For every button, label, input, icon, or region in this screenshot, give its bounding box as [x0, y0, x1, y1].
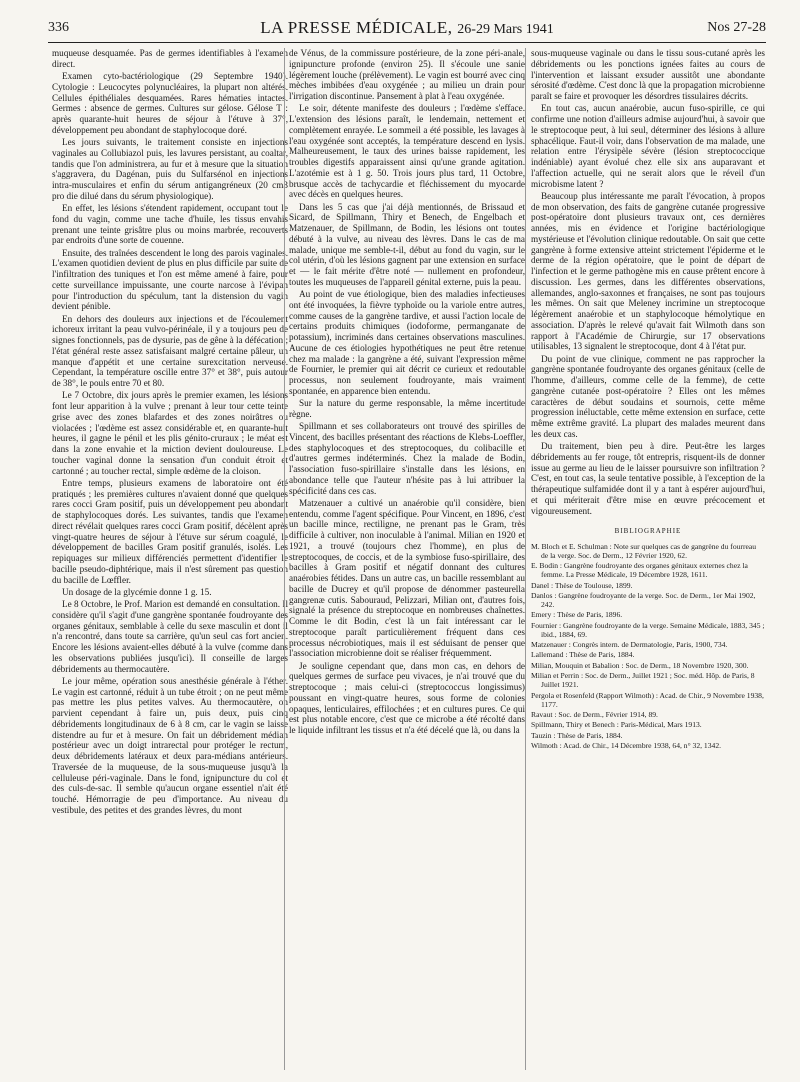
bibliography-entry: Spillmann, Thiry et Benech : Paris-Médical, Mars 1913. [531, 720, 702, 730]
bibliography-entry: Danel : Thèse de Toulouse, 1899. [531, 580, 633, 590]
bibliography-entry: Pergola et Rosenfeld (Rapport Wilmoth) : Acad. de Chir., 9 Novembre 1938, 1177. [531, 690, 764, 709]
paragraph: Je souligne cependant que, dans mon cas, en dehors de quelques germes de surface peu vivaces, je n'ai trouvé que du streptocoque ; mais celui-ci (streptococcus longissimus) poussant en vingt-quatre heures, sous forme de colonies opaques, lenticulaires, effilochées ; et en cultures pures. Ce qui est plus notable encore, c'est que ce microbe a été récolté dans le liquide infiltrant les tissus et n'a été décelé que là, ou dans la [289, 660, 525, 735]
paragraph: Sur la nature du germe responsable, la même incertitude règne. [289, 398, 525, 419]
page-header [48, 14, 766, 44]
paragraph: Le 7 Octobre, dix jours après le premier examen, les lésions font leur apparition à la vulve ; prenant à leur tour cette teinte grise avec des zones blafardes et des zones noirâtres ou violacées ; l'œdème est assez considérable et, en quarante-huit heures, il gagne le pénil et les plis génito-cruraux ; le méat est dans la zone envahie et la miction devient douloureuse. Le toucher vaginal donne la sensation d'un conduit étroit et cartonné ; au toucher rectal, simple œdème de la cloison. [52, 390, 288, 476]
bibliography-entry: Milian et Perrin : Soc. de Derm., Juillet 1921 ; Soc. méd. Hôp. de Paris, 8 Juillet 1921. [531, 671, 755, 690]
paragraph: de Vénus, de la commissure postérieure, de la zone péri-anale, ignipuncture profonde (environ 25). Il s'écoule une sanie légèrement louche (prélèvement). Le vagin est bourré avec cinq mèches imbibées d'eau oxygénée ; au milieu un drain pour l'irrigation discontinue. Pansement à plat à l'eau oxygénée. [289, 48, 525, 101]
column-3 [531, 48, 765, 1076]
page-number: 336 [48, 20, 69, 35]
paragraph: En effet, les lésions s'étendent rapidement, occupant tout le fond du vagin, comme une tache d'huile, les tissus envahis prenant une teinte grisâtre plus ou moins marbrée, recouverts par endroits d'une sorte de couenne. [52, 203, 288, 246]
bibliography-entry: Danlos : Gangrène foudroyante de la verge. Soc. de Derm., 1er Mai 1902, 242. [531, 591, 756, 609]
paragraph: Du point de vue clinique, comment ne pas rapprocher la gangrène spontanée foudroyante des organes génitaux (celle de l'homme, d'ailleurs, comme celle de la femme), de cette gangrène cutanée post-opératoire ? Elles ont les mêmes caractères de début soudains et sournois, cette même progression inéluctable, cette même extension en surface, cette même extrême gravité. La plupart des malades meurent dans les deux cas. [531, 353, 765, 439]
bibliography-entry: M. Bloch et E. Schulman : Note sur quelques cas de gangrène du fourreau de la verge. Soc. de Derm., 12 Février 1920, 62. [531, 542, 757, 560]
paragraph: Dans les 5 cas que j'ai déjà mentionnés, de Brissaud et Sicard, de Spillmann, Thiry et Benech, de Engelbach et Matzenauer, de Spillmann, de Bodin, les lésions ont toutes débuté à la vulve, au niveau des lèvres. Dans le cas de ma malade, unique me semble-t-il, début au fond du vagin, sur le col utérin, d'où les lésions gagnent par une extension en surface et — le fait mérite d'être noté — nullement en profondeur, toutes les muqueuses de l'appareil génital externe, puis la peau. [289, 201, 525, 287]
paragraph: Le 8 Octobre, le Prof. Marion est demandé en consultation. Il considère qu'il s'agit d'une gangrène spontanée foudroyante des organes génitaux, semblable à celle du sexe masculin et dont il n'a rencontré, dans toute sa carrière, qu'un seul cas fort ancien. Encore les lésions avaient-elles débuté à la vulve (comme dans les observations publiées jusqu'ici). Il conseille de larges débridements au thermocautère. [52, 599, 288, 674]
paragraph: Examen cyto-bactériologique (29 Septembre 1940). Cytologie : Leucocytes polynucléaires, la plupart non altérés. Cellules épithéliales desquamées. Rares hématies intactes. Germes : absence de germes. Cultures sur gélose. Gélose T : après quarante-huit heures de séjour à l'étuve à 37°, développement peu abondant de staphylocoque doré. [52, 71, 288, 135]
bibliography-entry: Matzenauer : Congrès intern. de Dermatologie, Paris, 1900, 734. [531, 640, 728, 650]
header-rule [48, 42, 766, 43]
bibliography-entry: E. Bodin : Gangrène foudroyante des organes génitaux externes chez la femme. La Presse Médicale, 19 Décembre 1928, 1611. [531, 561, 748, 580]
paragraph: sous-muqueuse vaginale ou dans le tissu sous-cutané après les débridements ou les ponctions ignées faites au cours de l'intervention et laissant exsuder aussitôt une abondante sérosité d'œdème. C'est donc là que la propagation microbienne paraît se faire et provoquer les désordres tissulaires décrits. [531, 48, 765, 101]
issue-date: 26-29 Mars 1941 [457, 22, 554, 37]
bibliography-entry: Fournier : Gangrène foudroyante de la verge. Semaine Médicale, 1883, 345 ; ibid., 1884, 69. [531, 620, 765, 639]
column-divider [525, 48, 526, 1070]
paragraph: En dehors des douleurs aux injections et de l'écoulement ichoreux irritant la peau vulvo-périnéale, il y a toujours peu de signes fonctionnels, pas de dysurie, pas de gêne à la défécation ; l'état général reste assez satisfaisant malgré certaine pâleur, un manque d'appétit et une certaine surexcitation nerveuse. Cependant, la température oscille entre 37° et 38°, puis autour de 38°, le pouls entre 70 et 80. [52, 313, 288, 388]
bibliography-entry: Lallemand : Thèse de Paris, 1884. [531, 650, 635, 660]
paragraph: Les jours suivants, le traitement consiste en injections vaginales au Collubiazol puis, les lavures persistant, au coaltar, tandis que l'on administrera, au fur et à mesure que la situation s'aggravera, du Dagénan, puis du Sulfarsénol en injections intra-musculaires et enfin du sérum antigangréneux (20 cm3 pro die dilué dans du sérum physiologique). [52, 137, 288, 201]
bibliography-list [531, 543, 765, 751]
paragraph: Entre temps, plusieurs examens de laboratoire ont été pratiqués ; les premières cultures n'avaient donné que quelques rares cocci Gram positif, puis un développement peu abondant de staphylocoques dorés. Les suivantes, tandis que l'examen direct révélait quelques rares cocci Gram positif, décèlent après vingt-quatre heures de séjour à l'étuve sur sérum coagulé, le développement de bacilles Gram positif granulés, isolés. Les repiquages sur milieux différenciés permettent d'identifier le bacille pseudo-diphtérique, mais il n'est sûrement pas question du bacille de Lœffler. [52, 477, 288, 585]
bibliography-entry: Emery : Thèse de Paris, 1896. [531, 610, 623, 620]
bibliography-entry: Wilmoth : Acad. de Chir., 14 Décembre 1938, 64, n° 32, 1342. [531, 741, 722, 751]
paragraph: Spillmann et ses collaborateurs ont trouvé des spirilles de Vincent, des bacilles présentant des réactions de Klebs-Loeffler, des staphylocoques et des streptocoques, du colibacille et d'autres germes indéterminés. Chez la malade de Bodin, l'association fuso-spirillaire s'installe dans les lésions, en abondance telle que l'auteur n'hésite pas à lui attribuer la spécificité dans ces cas. [289, 421, 525, 496]
paragraph: Le jour même, opération sous anesthésie générale à l'éther. Le vagin est cartonné, réduit à un tube étroit ; on ne peut même pas mettre les plus petites valves. Au thermocautère, on parvient cependant à faire un, puis deux, puis cinq débridements longitudinaux de 6 à 8 cm, car le vagin se laisse distendre au fur et à mesure. On fait un débridement médian postérieur avec un doigt intrarectal pour protéger le rectum, deux débridements latéraux et deux para-médians antérieurs. Traversée de la muqueuse, de la sous-muqueuse jusqu'à la celluleuse péri-vaginale. Dans le fond, ignipuncture du col et des culs-de-sac. Il semble qu'aucun organe essentiel n'ait été touché. Hémorragie de peu d'importance. Au niveau du vestibule, des petites et des grandes lèvres, du mont [52, 675, 288, 815]
paragraph: Matzenauer a cultivé un anaérobie qu'il considère, bien entendu, comme l'agent spécifique. Pour Vincent, en 1896, c'est un bacille mince, rectiligne, ne prenant pas le Gram, très difficile à cultiver, non inoculable à l'animal. Milian en 1920 et 1921, a trouvé (toujours chez l'homme), en plus de streptocoques, de coccis, et de la symbiose fuso-spirillaire, des bacilles à Gram positif et négatif donnant des cultures anaérobies fétides. Dans un autre cas, un bacille ressemblant au bacille de Ducrey et qu'il propose de dénommer pasteurella gangrenæ cutis. Sabouraud, Pelizzari, Milian ont, d'autres fois, signalé la présence du streptocoque en nombreuses chaînettes. Comme le dit Bodin, c'est là un fait intéressant car le streptocoque paraît particulièrement fréquent dans ces processus nécrobiotiques, mais il est séduisant de penser que l'association microbienne doit se réaliser fréquemment. [289, 497, 525, 659]
paragraph: Beaucoup plus intéressante me paraît l'évocation, à propos de mon observation, des faits de gangrène cutanée progressive post-opératoire dont plusieurs travaux ont, ces dernières années, mis en évidence et l'origine bactériologique mystérieuse et l'évolution clinique redoutable. On sait que cette gangrène à forme extensive atteint strictement l'épiderme et le derme de la région opératoire, que le point de départ de l'infection et le germe pathogène mis en cause prêtent encore à discussion. Les germes, dans les différentes observations, allemandes, anglo-saxonnes et françaises, ne sont pas toujours les mêmes. On sait que Meleney incrimine un streptocoque légèrement anaérobie et un staphylocoque hémolytique en association. D'après le relevé qu'avait fait Wilmoth dans son rapport à l'Académie de Chirurgie, sur 17 observations utilisables, 13 signalent le streptocoque, dont 4 à l'état pur. [531, 190, 765, 352]
column-1 [52, 48, 288, 1076]
paragraph: En tout cas, aucun anaérobie, aucun fuso-spirille, ce qui confirme une notion d'ailleurs admise aujourd'hui, à savoir que le streptocoque peut, à lui seul, déterminer des lésions à allure sphacélique. Faut-il voir, dans l'observation de ma malade, une relation entre l'érysipèle sévère (lésion streptococcique indéniable) ayant évolué chez elle six ans auparavant et l'affection actuelle, qui ne serait alors que le réveil d'un microbisme latent ? [531, 103, 765, 189]
issue-number: Nos 27-28 [707, 20, 766, 35]
bibliography-title: BIBLIOGRAPHIE [614, 527, 682, 536]
paragraph: Au point de vue étiologique, bien des maladies infectieuses ont été invoquées, la fièvre typhoïde ou la variole entre autres, comme causes de la gangrène tardive, et aussi l'action locale de certains produits chimiques (iodoforme, permanganate de potassium), incriminés dans certaines observations masculines. Aucune de ces étiologies hypothétiques ne peut être retenue chez ma malade : la gangrène a été, suivant l'expression même de Fournier, le premier qui ait décrit ce curieux et redoutable processus, non seulement foudroyante, mais vraiment spontanée, en apparence bien entendu. [289, 289, 525, 396]
paragraph: Du traitement, bien peu à dire. Peut-être les larges débridements au fer rouge, tôt entrepris, risquent-ils de donner issue au germe au lieu de le laisser poursuivre son infiltration ? C'est, en tout cas, la seule tentative possible, à l'exception de la thérapeutique sulfamidée dont il y a tant à espérer aujourd'hui, et qui mériterait d'être mise en œuvre précocement et vigoureusement. [531, 441, 765, 516]
journal-name: LA PRESSE MÉDICALE, [260, 18, 453, 37]
bibliography-entry: Milian, Mouquin et Babalion : Soc. de Derm., 18 Novembre 1920, 300. [531, 660, 749, 670]
column-3-text [531, 48, 765, 516]
paragraph: Le soir, détente manifeste des douleurs ; l'œdème s'efface. L'extension des lésions paraît, le lendemain, nettement et complètement enrayée. Le sommeil a été possible, les lavages à l'eau oxygénée sont acceptés, la température descend en lysis. Malheureusement, le taux des urines baisse rapidement, les troubles digestifs apparaissent ainsi qu'une grande agitation. L'azotémie est à 1 g. 50. Trois jours plus tard, 11 Octobre, brusque accès de tachycardie et fléchissement du myocarde avec décès en quelques heures. [289, 103, 525, 200]
column-divider [284, 48, 285, 1070]
column-2 [289, 48, 525, 1076]
paragraph: muqueuse desquamée. Pas de germes identifiables à l'examen direct. [52, 48, 288, 69]
paragraph: Un dosage de la glycémie donne 1 g. 15. [62, 586, 212, 597]
bibliography-entry: Ravaut : Soc. de Derm., Février 1914, 89. [531, 709, 658, 719]
bibliography-entry: Tauzin : Thèse de Paris, 1884. [531, 730, 623, 740]
journal-title-line [48, 18, 766, 38]
paragraph: Ensuite, des traînées descendent le long des parois vaginales. L'examen quotidien devient de plus en plus difficile par suite de l'infiltration des tuniques et l'on est même amené à faire, pour cette surveillance impuissante, une courte narcose à l'évipan pour l'introduction du spéculum, tant la distension du vagin devient pénible. [52, 247, 288, 312]
